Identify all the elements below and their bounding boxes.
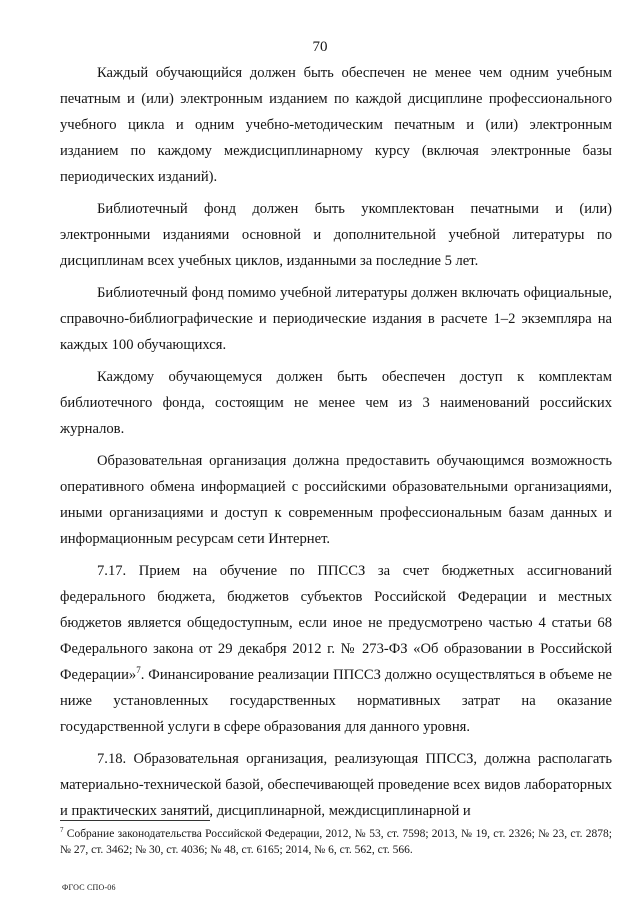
page-number: 70: [312, 39, 328, 55]
paragraph-official-editions: Библиотечный фонд помимо учебной литературы должен включать официальные, справочно-библиографические и периодические издания в расчете 1–2 экземпляра на каждых 100 обучающихся.: [60, 285, 612, 353]
paragraph-7-17: [60, 558, 612, 740]
footnote-reference[interactable]: 7: [136, 665, 141, 676]
page-footer-label: ФГОС СПО-06: [62, 883, 116, 892]
footnote-divider: [60, 820, 210, 821]
paragraph-information-exchange: Образовательная организация должна предоставить обучающимся возможность оперативного обмена информацией с российскими образовательными организациями, иными организациями и доступ к современным профессиональным базам данных и информационным ресурсам сети Интернет.: [60, 453, 612, 547]
footnote: [60, 826, 612, 858]
paragraph-journals-access: Каждому обучающемуся должен быть обеспечен доступ к комплектам библиотечного фонда, состоящим не менее чем из 3 наименований российских журналов.: [60, 369, 612, 437]
body-text: [60, 60, 612, 830]
paragraph-7-18: 7.18. Образовательная организация, реализующая ППССЗ, должна располагать материально-технической базой, обеспечивающей проведение всех видов лабораторных и практических занятий, дисциплинарной, междисциплинарной и: [60, 751, 612, 819]
paragraph-7-17-text: 7.17. Прием на обучение по ППССЗ за счет бюджетных ассигнований федерального бюджета, бюджетов субъектов Российской Федерации и местных бюджетов является общедоступным, если иное не предусмотрено частью 4 статьи 68 Федерального закона от 29 декабря 2012 г. № 273-ФЗ «Об образовании в Российской Федерации»: [60, 563, 612, 683]
paragraph-print-editions: Каждый обучающийся должен быть обеспечен не менее чем одним учебным печатным и (или) электронным изданием по каждой дисциплине профессионального учебного цикла и одним учебно-методическим печатным и (или) электронным изданием по каждому междисциплинарному курсу (включая электронные базы периодических изданий).: [60, 65, 612, 185]
footnote-mark: 7: [60, 826, 64, 835]
footnote-text: Собрание законодательства Российской Федерации, 2012, № 53, ст. 7598; 2013, № 19, ст. 2326; № 23, ст. 2878; № 27, ст. 3462; № 30, ст. 4036; № 48, ст. 6165; 2014, № 6, ст. 562, ст. 566.: [60, 828, 612, 856]
paragraph-7-17-continuation: . Финансирование реализации ППССЗ должно осуществляться в объеме не ниже установленных государственных нормативных затрат на оказание государственной услуги в сфере образования для данного уровня.: [60, 667, 612, 735]
paragraph-library-fund: Библиотечный фонд должен быть укомплектован печатными и (или) электронными изданиями основной и дополнительной учебной литературы по дисциплинам всех учебных циклов, изданными за последние 5 лет.: [60, 201, 612, 269]
